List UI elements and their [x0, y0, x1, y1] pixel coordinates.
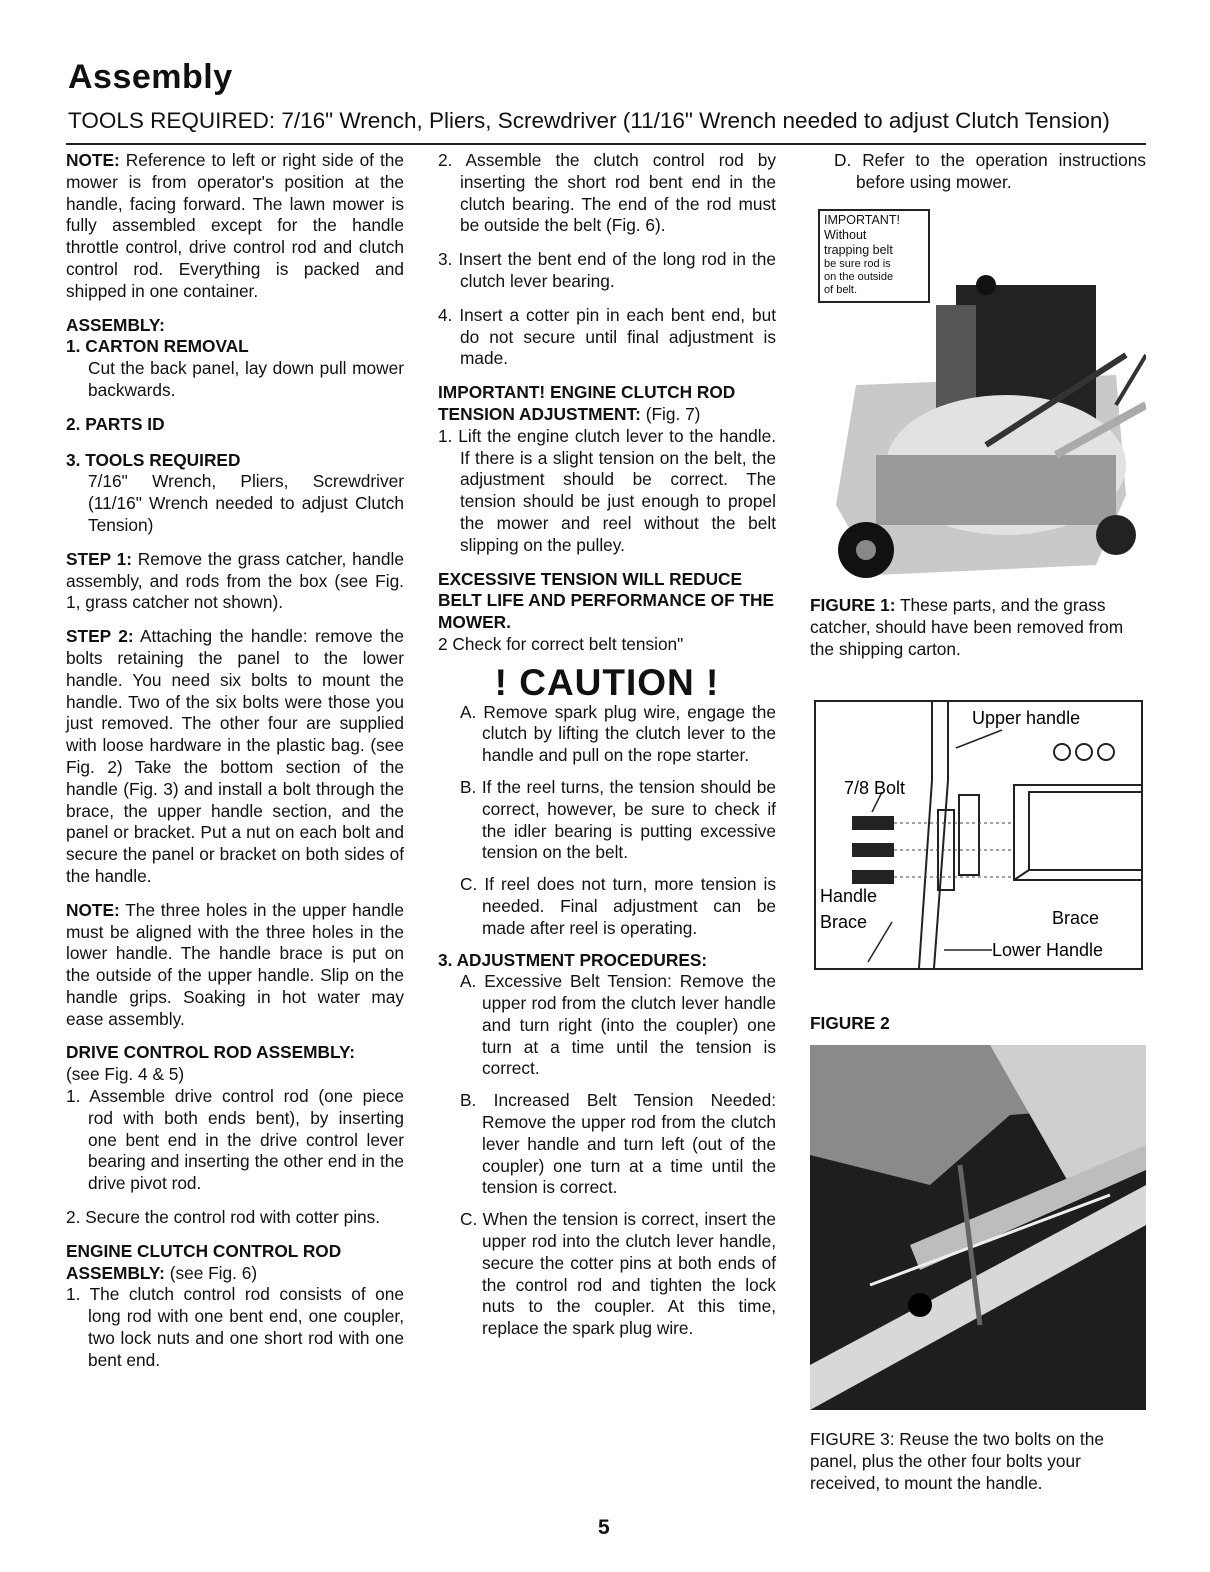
column-right — [810, 150, 1146, 206]
tools-required: TOOLS REQUIRED: 7/16" Wrench, Pliers, Screwdriver (11/16" Wrench needed to adjust Clutch Tension) — [68, 108, 1110, 133]
clutch-item-4: 4. Insert a cotter pin in each bent end, but do not secure until final adjustment is made. — [438, 304, 776, 369]
handle-assembly-diagram — [814, 700, 1144, 972]
label-brace-left: Brace — [820, 912, 868, 932]
carton-removal-heading: 1. CARTON REMOVAL — [66, 336, 249, 357]
check-belt-tension: 2 Check for correct belt tension" — [438, 633, 684, 654]
figure3-caption: FIGURE 3: Reuse the two bolts on the panel, plus the other four bolts your received, to mount the handle. — [810, 1429, 1104, 1493]
drive-item-2: 2. Secure the control rod with cotter pins. — [66, 1207, 381, 1228]
page-number: 5 — [598, 1516, 610, 1539]
callout-line2: Without — [824, 228, 867, 242]
label-handle: Handle — [820, 886, 878, 906]
caution-item-a: A. Remove spark plug wire, engage the clutch by lifting the clutch lever to the handle and pull on the rope starter. — [460, 701, 776, 766]
adjustment-heading: 3. ADJUSTMENT PROCEDURES: — [438, 949, 708, 970]
adjust-item-b: B. Increased Belt Tension Needed: Remove the upper rod from the clutch lever handle and turn left (out of the coupler) one turn at a time until the tension is correct. — [460, 1090, 776, 1198]
caution-item-b: B. If the reel turns, the tension should be correct, however, be sure to check if the idler bearing is putting excessive tension on the belt. — [460, 776, 776, 863]
carton-removal-text: Cut the back panel, lay down pull mower backwards. — [88, 358, 404, 400]
drive-control-heading: DRIVE CONTROL ROD ASSEMBLY: — [66, 1042, 356, 1063]
engine-item-1: 1. The clutch control rod consists of one long rod with one bent end, one coupler, two lock nuts and one short rod with one bent end. — [66, 1284, 404, 1370]
step1-text: Remove the grass catcher, handle assembly, and rods from the box (see Fig. 1, grass catcher not shown). — [66, 548, 404, 613]
label-upper-handle: Upper handle — [972, 708, 1081, 728]
column-middle — [438, 150, 776, 1350]
caution-heading: ! CAUTION ! — [494, 661, 720, 703]
callout-line1: IMPORTANT! — [824, 213, 900, 227]
excessive-tension-warning: EXCESSIVE TENSION WILL REDUCE BELT LIFE AND PERFORMANCE OF THE MOWER. — [438, 568, 775, 633]
important-callout — [818, 209, 930, 303]
clutch-item-3: 3. Insert the bent end of the long rod in the clutch lever bearing. — [438, 249, 776, 291]
important-heading: IMPORTANT! ENGINE CLUTCH ROD TENSION ADJUSTMENT: — [438, 382, 736, 424]
drive-item-1: 1. Assemble drive control rod (one piece rod with both ends bent), by inserting one bent end in the drive control lever bearing and inserting the other end in the drive pivot rod. — [66, 1086, 404, 1194]
callout-line4: be sure rod is — [824, 258, 891, 270]
engine-clutch-heading: ENGINE CLUTCH CONTROL ROD — [66, 1240, 342, 1261]
note2-text: The three holes in the upper handle must be aligned with the three holes in the lower handle. The handle brace is put on the outside of the upper handle. Slip on the handle grips. Soaking in hot water may ease assembly. — [66, 899, 404, 1029]
drive-control-sub: (see Fig. 4 & 5) — [66, 1064, 185, 1085]
tools-required-text: 7/16" Wrench, Pliers, Screwdriver (11/16" Wrench needed to adjust Clutch Tension) — [88, 471, 404, 535]
callout-line6: of belt. — [824, 284, 858, 296]
assembly-heading: ASSEMBLY: — [66, 314, 165, 335]
clutch-item-2: 2. Assemble the clutch control rod by inserting the short rod bent end in the clutch bearing. The end of the rod must be outside the belt (Fig. 6). — [438, 150, 776, 236]
note-text: Reference to left or right side of the mower is from operator's position at the handle, facing forward. The lawn mower is fully assembled except for the handle throttle control, drive control rod and clutch control rod. Everything is packed and shipped in one container. — [66, 150, 404, 301]
note2-paragraph — [66, 900, 404, 1031]
label-bolt: 7/8 Bolt — [844, 778, 906, 798]
note-label: NOTE: — [66, 150, 120, 170]
page-title: Assembly — [68, 58, 233, 96]
figure1-text: These parts, and the grass catcher, should have been removed from the shipping carton. — [810, 595, 1124, 659]
caution-item-c: C. If reel does not turn, more tension is needed. Final adjustment can be made after reel is operating. — [460, 874, 776, 938]
figure2-diagram — [814, 700, 1144, 972]
engine-clutch-heading-line2 — [66, 1263, 404, 1285]
tension-item-1: 1. Lift the engine clutch lever to the handle. If there is a slight tension on the belt, the adjustment should be correct. The tension should be just enough to propel the mower and reel without the belt slipping on the pulley. — [438, 425, 776, 555]
engine-clutch-assembly-label: ASSEMBLY: — [66, 1262, 165, 1283]
important-fig-ref: (Fig. 7) — [640, 403, 701, 424]
figure1-photo — [816, 205, 1146, 587]
engine-clutch-sub: (see Fig. 6) — [164, 1262, 258, 1283]
column-left — [66, 150, 404, 1384]
callout-line5: on the outside — [824, 271, 894, 283]
callout-line3: trapping belt — [824, 243, 893, 257]
figure3-photo — [810, 1045, 1146, 1410]
important-heading-block — [438, 382, 776, 426]
label-lower-handle: Lower Handle — [992, 940, 1104, 960]
step2-paragraph — [66, 626, 404, 888]
title-divider — [66, 143, 1146, 145]
parts-id-heading: 2. PARTS ID — [66, 413, 165, 434]
note-paragraph — [66, 150, 404, 303]
figure1-caption — [810, 595, 1146, 660]
step2-text: Attaching the handle: remove the bolts retaining the panel to the lower handle. You need six bolts to mount the handle. Two of the six bolts were those you just removed. The other four are supplied with loose hardware in the plastic bag. (see Fig. 2) Take the bottom section of the handle (Fig. 3) and install a bolt through the brace, the upper handle section, and the panel or bracket. Put a nut on each bolt and secure the panel or bracket on both sides of the handle. — [66, 626, 404, 886]
step1-label: STEP 1: — [66, 548, 132, 569]
label-brace-right: Brace — [1052, 908, 1100, 928]
adjust-item-c: C. When the tension is correct, insert the upper rod into the clutch lever handle, secure the cotter pins at both ends of the control rod and tighten the lock nuts to the coupler. At this time, replace the spark plug wire. — [460, 1209, 776, 1339]
item-d: D. Refer to the operation instructions before using mower. — [834, 150, 1146, 192]
step2-label: STEP 2: — [66, 626, 134, 647]
tools-required-heading: 3. TOOLS REQUIRED — [66, 449, 241, 470]
note2-label: NOTE: — [66, 899, 120, 920]
handle-bolt-photo — [810, 1045, 1146, 1410]
figure1-label: FIGURE 1: — [810, 595, 896, 615]
figure2-label: FIGURE 2 — [810, 1013, 890, 1033]
adjust-item-a: A. Excessive Belt Tension: Remove the upper rod from the clutch lever handle and turn right (into the coupler) one turn at a time until the tension is correct. — [460, 971, 776, 1079]
step1-paragraph — [66, 549, 404, 614]
